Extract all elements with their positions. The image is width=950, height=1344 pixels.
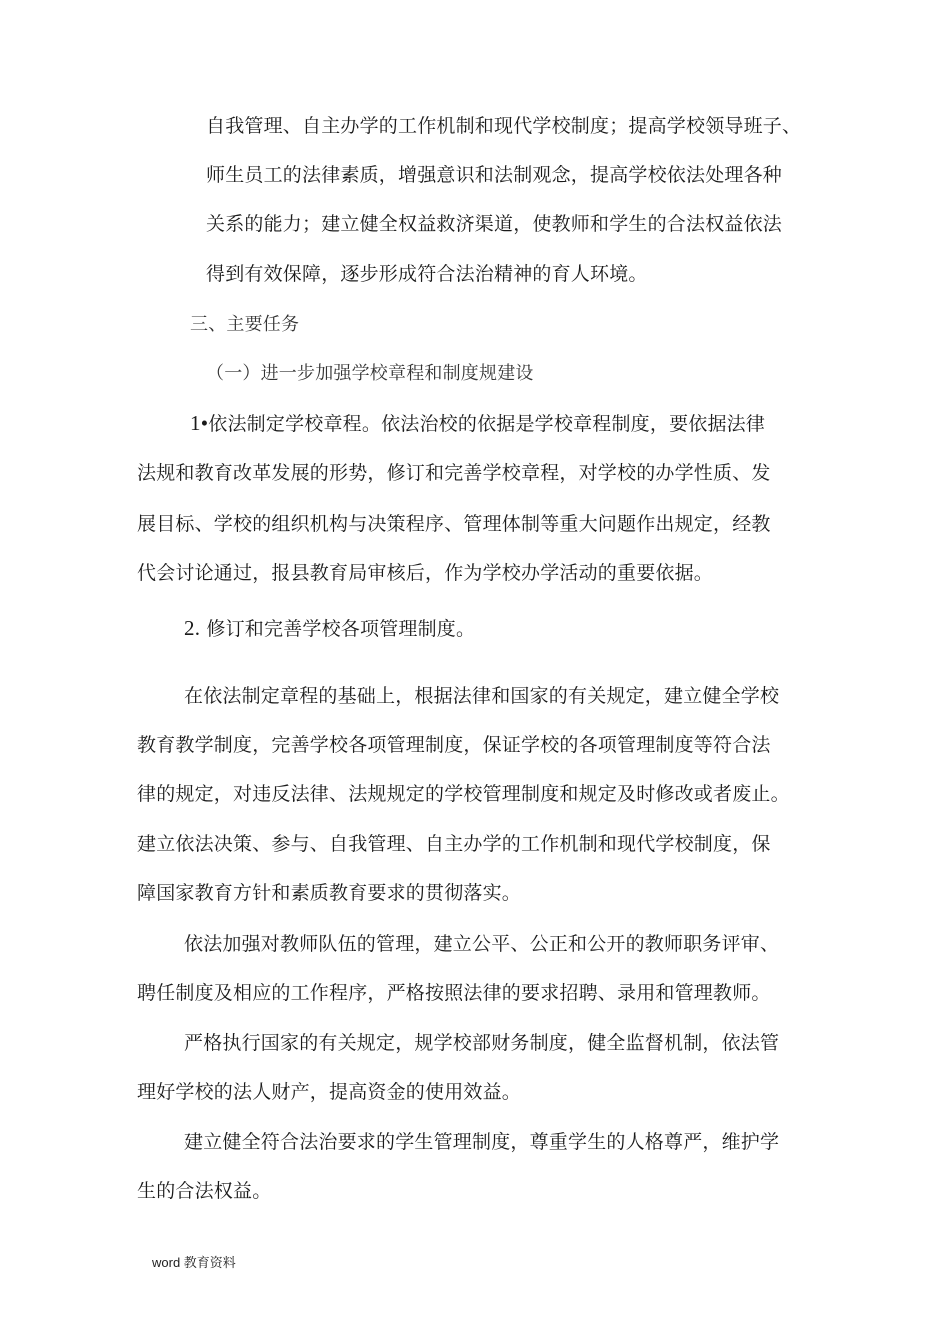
paragraph-3-line: 严格执行国家的有关规定，规学校部财务制度，健全监督机制，依法管 (184, 1032, 780, 1054)
subsection-heading: （一）进一步加强学校章程和制度规建设 (206, 363, 534, 384)
paragraph-1-line: 建立依法决策、参与、自我管理、自主办学的工作机制和现代学校制度，保 (137, 833, 771, 855)
intro-line: 得到有效保障，逐步形成符合法治精神的育人环境。 (206, 263, 648, 285)
intro-line: 师生员工的法律素质，增强意识和法制观念，提高学校依法处理各种 (206, 164, 783, 186)
paragraph-4-line: 建立健全符合法治要求的学生管理制度，尊重学生的人格尊严，维护学 (184, 1131, 780, 1153)
item-1-text: 依法制定学校章程。依法治校的依据是学校章程制度，要依据法律 (208, 413, 766, 435)
paragraph-4-line: 生的合法权益。 (137, 1180, 272, 1202)
item-2-number: 2. (184, 616, 201, 640)
intro-line: 关系的能力；建立健全权益救济渠道，使教师和学生的合法权益依法 (206, 213, 783, 235)
paragraph-2-line: 聘任制度及相应的工作程序，严格按照法律的要求招聘、录用和管理教师。 (137, 982, 771, 1004)
paragraph-1-line: 障国家教育方针和素质教育要求的贯彻落实。 (137, 882, 522, 904)
paragraph-1-line: 律的规定，对违反法律、法规规定的学校管理制度和规定及时修改或者废止。 (137, 783, 790, 805)
paragraph-2-line: 依法加强对教师队伍的管理，建立公平、公正和公开的教师职务评审、 (184, 933, 780, 955)
item-1-first-line (190, 410, 765, 437)
item-2 (184, 615, 475, 642)
paragraph-1-line: 在依法制定章程的基础上，根据法律和国家的有关规定，建立健全学校 (184, 685, 780, 707)
item-1-line: 代会讨论通过，报县教育局审核后，作为学校办学活动的重要依据。 (137, 562, 714, 584)
item-2-text: 修订和完善学校各项管理制度。 (206, 618, 476, 640)
item-1-number: 1• (190, 411, 209, 435)
item-1-line: 法规和教育改革发展的形势，修订和完善学校章程，对学校的办学性质、发 (137, 462, 771, 484)
item-1-line: 展目标、学校的组织机构与决策程序、管理体制等重大问题作出规定，经教 (137, 513, 771, 535)
paragraph-3-line: 理好学校的法人财产，提高资金的使用效益。 (137, 1081, 522, 1103)
section-heading: 三、主要任务 (190, 314, 300, 335)
intro-line: 自我管理、自主办学的工作机制和现代学校制度；提高学校领导班子、 (206, 115, 802, 137)
paragraph-1-line: 教育教学制度，完善学校各项管理制度，保证学校的各项管理制度等符合法 (137, 734, 771, 756)
page-footer: word 教育资料 (152, 1255, 236, 1270)
